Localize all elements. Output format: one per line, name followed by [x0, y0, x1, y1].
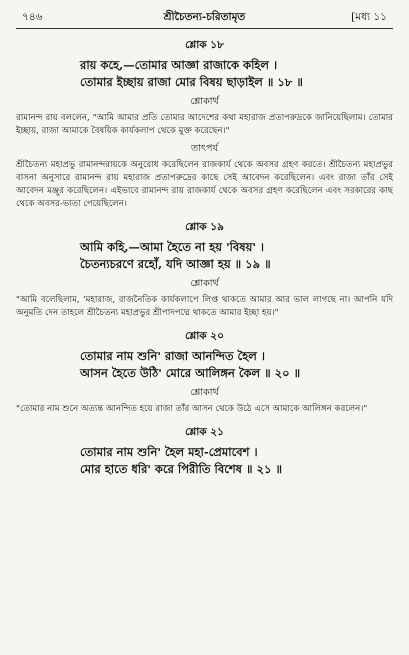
page-header	[16, 6, 393, 24]
translation-heading: শ্লোকার্থ	[190, 387, 219, 398]
translation-text: রামানন্দ রায় বললেন, "আমি আমার প্রতি তোমার আদেশের কথা মহারাজ প্রতাপরুদ্রকে জানিয়েছিলাম। তোমার ইচ্ছায়, রাজা আমাকে বৈষয়িক কার্যকলাপ থেকে মুক্ত করেছেন।"	[16, 113, 393, 136]
purport-heading: তাৎপর্য	[191, 143, 218, 154]
verse-line: চৈতন্যচরণে রহোঁ, যদি আজ্ঞা হয় ॥ ১৯ ॥	[80, 257, 271, 271]
verse-line: মোর হাতে ধরি' করে পিরীতি বিশেষ ॥ ২১ ॥	[80, 462, 282, 476]
translation-heading: শ্লোকার্থ	[190, 96, 219, 107]
section-label: [মধ্য ১১	[351, 11, 387, 23]
verse-heading: শ্লোক ২০	[185, 330, 224, 342]
translation-text: "আমি বলেছিলাম, 'মহারাজ, রাজনৈতিক কার্যকলাপে লিপ্ত থাকতে আমার আর ভাল লাগছে না। আপনি যদি অনুমতি দেন তাহলে শ্রীচৈতন্য মহাপ্রভুর শ্রীপাদপদ্মে থাকতে আমার ইচ্ছা হয়।"	[16, 295, 393, 318]
verse-line: আমি কহি,—আমা হৈতে না হয় 'বিষয়' ।	[80, 240, 265, 254]
verse-line: রায় কহে,—তোমার আজ্ঞা রাজাকে কহিল ।	[80, 58, 278, 72]
header-rule	[16, 28, 393, 29]
verse-heading: শ্লোক ২১	[185, 426, 224, 438]
verse-line: তোমার ইচ্ছায় রাজা মোর বিষয় ছাড়াইল ॥ ১৮ ॥	[80, 75, 303, 89]
verse-line: আসন হৈতে উঠি' মোরে আলিঙ্গন কৈল ॥ ২০ ॥	[80, 366, 301, 380]
running-title: শ্রীচৈতন্য-চরিতামৃত	[163, 11, 246, 23]
verse-heading: শ্লোক ১৮	[185, 39, 224, 51]
translation-heading: শ্লোকার্থ	[190, 278, 219, 289]
page-number: ৭৪৬	[22, 11, 43, 23]
purport-text: শ্রীচৈতন্য মহাপ্রভু রামানন্দরায়কে অনুরোধ করেছিলেন রাজকার্য থেকে অবসর গ্রহণ করতে। শ্রীচৈতন্য মহাপ্রভুর বাসনা অনুসারে রামানন্দ রায় মহারাজ প্রতাপরুদ্রের কাছে সেই আবেদন করেছিলেন। এবং রাজা তাঁর সেই আবেদন মঞ্জুর করেছিলেন। এইভাবে রামানন্দ রায় রাজকার্য থেকে অবসর গ্রহণ করেছিলেন এবং সরকারের কাছ থেকে অবসর-ভাতা পেয়েছিলেন।	[16, 160, 393, 209]
verse-heading: শ্লোক ১৯	[185, 221, 224, 233]
translation-text: "তোমার নাম শুনে অত্যন্ত আনন্দিত হয়ে রাজা তাঁর আসন থেকে উঠে এসে আমাকে আলিঙ্গন করলেন।"	[16, 404, 368, 414]
verse-line: তোমার নাম শুনি' রাজা আনন্দিত হৈল ।	[80, 349, 265, 363]
verse-line: তোমার নাম শুনি' হৈল মহা-প্রেমাবেশ ।	[80, 445, 258, 459]
